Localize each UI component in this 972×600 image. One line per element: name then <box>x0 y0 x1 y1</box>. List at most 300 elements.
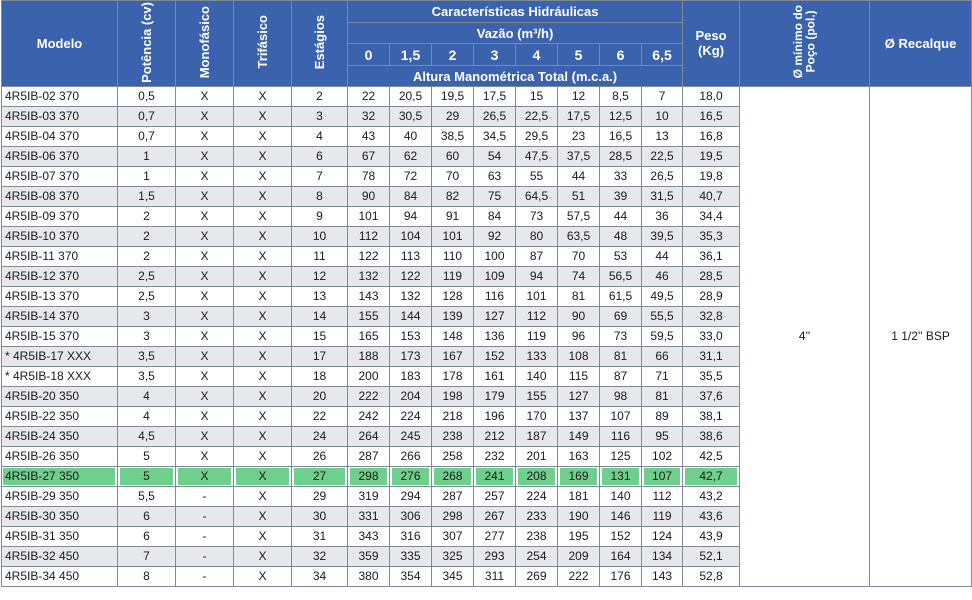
cell-altura-1: 245 <box>390 427 432 447</box>
col-header-monofasico-label: Monofásico <box>196 5 212 79</box>
cell-model: 4R5IB-06 370 <box>2 147 118 167</box>
cell-model: 4R5IB-08 370 <box>2 187 118 207</box>
cell-estagios: 14 <box>292 307 348 327</box>
cell-altura-5: 57,5 <box>558 207 600 227</box>
cell-altura-0: 155 <box>348 307 390 327</box>
col-header-potencia <box>118 1 176 87</box>
cell-altura-4: 47,5 <box>516 147 558 167</box>
cell-estagios: 13 <box>292 287 348 307</box>
cell-altura-1 <box>390 467 432 487</box>
cell-altura-3: 92 <box>474 227 516 247</box>
cell-monofasico: X <box>176 147 234 167</box>
cell-altura-1: 354 <box>390 567 432 587</box>
cell-altura-1: 144 <box>390 307 432 327</box>
cell-trifasico: X <box>234 527 292 547</box>
cell-monofasico: X <box>176 127 234 147</box>
cell-peso: 43,2 <box>683 487 740 507</box>
cell-trifasico: X <box>234 307 292 327</box>
cell-altura-3: 277 <box>474 527 516 547</box>
cell-altura-1: 113 <box>390 247 432 267</box>
cell-trifasico: X <box>234 247 292 267</box>
cell-altura-7: 134 <box>642 547 683 567</box>
cell-altura-7: 59,5 <box>642 327 683 347</box>
cell-model: 4R5IB-10 370 <box>2 227 118 247</box>
cell-altura-2: 148 <box>432 327 474 347</box>
cell-altura-0: 319 <box>348 487 390 507</box>
cell-monofasico: - <box>176 527 234 547</box>
col-header-peso-label: Peso (Kg) <box>695 27 727 58</box>
cell-altura-6: 176 <box>600 567 642 587</box>
cell-estagios: 3 <box>292 107 348 127</box>
cell-altura-1: 62 <box>390 147 432 167</box>
col-header-estagios-label: Estágios <box>311 14 327 70</box>
cell-estagios: 31 <box>292 527 348 547</box>
cell-altura-4: 269 <box>516 567 558 587</box>
cell-altura-3: 179 <box>474 387 516 407</box>
cell-altura-2: 298 <box>432 507 474 527</box>
cell-altura-7: 39,5 <box>642 227 683 247</box>
cell-estagios: 9 <box>292 207 348 227</box>
cell-model: 4R5IB-24 350 <box>2 427 118 447</box>
cell-model: 4R5IB-30 350 <box>2 507 118 527</box>
cell-model: 4R5IB-32 450 <box>2 547 118 567</box>
cell-altura-7: 89 <box>642 407 683 427</box>
cell-altura-5: 222 <box>558 567 600 587</box>
cell-altura-6 <box>600 467 642 487</box>
cell-altura-1: 173 <box>390 347 432 367</box>
cell-altura-0: 165 <box>348 327 390 347</box>
cell-model: 4R5IB-03 370 <box>2 107 118 127</box>
cell-potencia: 6 <box>118 527 176 547</box>
cell-altura-6: 107 <box>600 407 642 427</box>
cell-altura-3 <box>474 467 516 487</box>
cell-estagios: 29 <box>292 487 348 507</box>
cell-monofasico: X <box>176 287 234 307</box>
table-body <box>2 87 972 587</box>
cell-altura-3: 161 <box>474 367 516 387</box>
cell-altura-1: 306 <box>390 507 432 527</box>
cell-estagios: 12 <box>292 267 348 287</box>
cell-altura-0: 188 <box>348 347 390 367</box>
cell-potencia: 8 <box>118 567 176 587</box>
flow-header-5: 5 <box>558 44 600 66</box>
cell-altura-3: 109 <box>474 267 516 287</box>
cell-trifasico: X <box>234 367 292 387</box>
cell-altura-1: 122 <box>390 267 432 287</box>
cell-altura-4: 87 <box>516 247 558 267</box>
cell-model: * 4R5IB-18 XXX <box>2 367 118 387</box>
cell-altura-0: 331 <box>348 507 390 527</box>
cell-altura-1: 266 <box>390 447 432 467</box>
cell-altura-5: 51 <box>558 187 600 207</box>
cell-altura-5: 63,5 <box>558 227 600 247</box>
cell-potencia: 7 <box>118 547 176 567</box>
cell-estagios: 4 <box>292 127 348 147</box>
cell-peso: 28,5 <box>683 267 740 287</box>
cell-altura-0: 143 <box>348 287 390 307</box>
cell-potencia: 6 <box>118 507 176 527</box>
cell-monofasico: X <box>176 407 234 427</box>
cell-altura-2: 60 <box>432 147 474 167</box>
cell-peso: 43,6 <box>683 507 740 527</box>
cell-altura-5: 74 <box>558 267 600 287</box>
flow-header-0: 0 <box>348 44 390 66</box>
cell-altura-7: 81 <box>642 387 683 407</box>
cell-monofasico: X <box>176 107 234 127</box>
cell-potencia: 1 <box>118 167 176 187</box>
cell-peso: 18,0 <box>683 87 740 107</box>
cell-model-highlight: 4R5IB-27 350 <box>3 468 115 485</box>
cell-altura-7: 31,5 <box>642 187 683 207</box>
cell-altura-6-highlight: 131 <box>602 468 639 485</box>
cell-altura-4-highlight: 208 <box>518 468 555 485</box>
cell-altura-2-highlight: 268 <box>434 468 471 485</box>
cell-potencia: 2 <box>118 207 176 227</box>
cell-estagios: 18 <box>292 367 348 387</box>
cell-trifasico: X <box>234 547 292 567</box>
cell-altura-2: 101 <box>432 227 474 247</box>
cell-altura-3: 232 <box>474 447 516 467</box>
cell-peso: 31,1 <box>683 347 740 367</box>
cell-altura-3: 136 <box>474 327 516 347</box>
cell-altura-7: 26,5 <box>642 167 683 187</box>
cell-altura-6: 98 <box>600 387 642 407</box>
cell-potencia: 3 <box>118 327 176 347</box>
cell-model: 4R5IB-13 370 <box>2 287 118 307</box>
cell-altura-5-highlight: 169 <box>560 468 597 485</box>
cell-trifasico: X <box>234 187 292 207</box>
cell-peso: 52,1 <box>683 547 740 567</box>
cell-altura-4: 201 <box>516 447 558 467</box>
cell-altura-4: 29,5 <box>516 127 558 147</box>
cell-monofasico: X <box>176 347 234 367</box>
cell-trifasico: X <box>234 167 292 187</box>
cell-altura-1: 94 <box>390 207 432 227</box>
cell-altura-3: 116 <box>474 287 516 307</box>
cell-altura-6: 8,5 <box>600 87 642 107</box>
cell-altura-6: 146 <box>600 507 642 527</box>
cell-altura-6: 152 <box>600 527 642 547</box>
cell-altura-7: 7 <box>642 87 683 107</box>
col-header-trifasico-label: Trifásico <box>254 15 270 69</box>
cell-altura-1: 204 <box>390 387 432 407</box>
cell-altura-5: 127 <box>558 387 600 407</box>
cell-altura-6: 44 <box>600 207 642 227</box>
cell-altura-0: 32 <box>348 107 390 127</box>
cell-peso: 34,4 <box>683 207 740 227</box>
pump-spec-table <box>1 0 972 587</box>
cell-trifasico: X <box>234 207 292 227</box>
cell-monofasico: X <box>176 447 234 467</box>
cell-potencia: 2,5 <box>118 287 176 307</box>
cell-altura-4: 73 <box>516 207 558 227</box>
cell-altura-7: 10 <box>642 107 683 127</box>
cell-altura-0: 43 <box>348 127 390 147</box>
cell-altura-2: 29 <box>432 107 474 127</box>
cell-trifasico-highlight: X <box>236 468 289 485</box>
cell-potencia: 3,5 <box>118 347 176 367</box>
cell-trifasico: X <box>234 327 292 347</box>
cell-monofasico-highlight: X <box>178 468 231 485</box>
cell-altura-4: 94 <box>516 267 558 287</box>
cell-potencia: 2,5 <box>118 267 176 287</box>
cell-altura-5: 37,5 <box>558 147 600 167</box>
cell-altura-0 <box>348 467 390 487</box>
cell-estagios: 17 <box>292 347 348 367</box>
cell-altura-2: 128 <box>432 287 474 307</box>
cell-altura-1: 132 <box>390 287 432 307</box>
cell-altura-5: 44 <box>558 167 600 187</box>
cell-altura-2 <box>432 467 474 487</box>
cell-altura-7: 95 <box>642 427 683 447</box>
cell-altura-4: 187 <box>516 427 558 447</box>
cell-altura-7-highlight: 107 <box>644 468 680 485</box>
cell-altura-6: 16,5 <box>600 127 642 147</box>
cell-monofasico: X <box>176 227 234 247</box>
cell-altura-7: 49,5 <box>642 287 683 307</box>
cell-altura-2: 110 <box>432 247 474 267</box>
cell-altura-1: 72 <box>390 167 432 187</box>
cell-estagios: 7 <box>292 167 348 187</box>
col-header-estagios <box>292 1 348 87</box>
flow-header-7: 6,5 <box>642 44 683 66</box>
cell-altura-2: 258 <box>432 447 474 467</box>
cell-altura-0: 264 <box>348 427 390 447</box>
cell-potencia: 2 <box>118 247 176 267</box>
cell-peso: 52,8 <box>683 567 740 587</box>
cell-altura-2: 307 <box>432 527 474 547</box>
cell-trifasico: X <box>234 487 292 507</box>
col-header-vazao: Vazão (m³/h) <box>348 23 683 44</box>
cell-altura-1: 183 <box>390 367 432 387</box>
cell-altura-3: 34,5 <box>474 127 516 147</box>
cell-altura-7: 44 <box>642 247 683 267</box>
col-header-poco-label: Ø mínimo do Poço (pol.) <box>790 5 818 79</box>
cell-altura-6: 56,5 <box>600 267 642 287</box>
col-header-monofasico <box>176 1 234 87</box>
cell-altura-6: 73 <box>600 327 642 347</box>
cell-altura-1: 224 <box>390 407 432 427</box>
cell-altura-6: 28,5 <box>600 147 642 167</box>
cell-altura-5 <box>558 467 600 487</box>
cell-altura-5: 96 <box>558 327 600 347</box>
cell-estagios: 11 <box>292 247 348 267</box>
cell-altura-2: 70 <box>432 167 474 187</box>
cell-model: 4R5IB-34 450 <box>2 567 118 587</box>
cell-model: 4R5IB-26 350 <box>2 447 118 467</box>
cell-altura-4: 224 <box>516 487 558 507</box>
cell-model: 4R5IB-07 370 <box>2 167 118 187</box>
cell-monofasico: X <box>176 367 234 387</box>
cell-altura-6: 33 <box>600 167 642 187</box>
cell-altura-1: 335 <box>390 547 432 567</box>
cell-trifasico: X <box>234 407 292 427</box>
cell-altura-5: 137 <box>558 407 600 427</box>
cell-altura-4: 238 <box>516 527 558 547</box>
col-header-potencia-label: Potência (cv) <box>138 1 154 83</box>
cell-altura-3: 26,5 <box>474 107 516 127</box>
cell-altura-5: 12 <box>558 87 600 107</box>
cell-altura-7: 13 <box>642 127 683 147</box>
cell-altura-2: 82 <box>432 187 474 207</box>
cell-monofasico: X <box>176 427 234 447</box>
cell-monofasico: X <box>176 207 234 227</box>
cell-altura-3: 152 <box>474 347 516 367</box>
cell-altura-6: 116 <box>600 427 642 447</box>
cell-peso: 33,0 <box>683 327 740 347</box>
cell-monofasico: - <box>176 567 234 587</box>
cell-altura-7: 102 <box>642 447 683 467</box>
cell-altura-0: 343 <box>348 527 390 547</box>
cell-estagios: 6 <box>292 147 348 167</box>
cell-peso: 35,5 <box>683 367 740 387</box>
cell-altura-7: 22,5 <box>642 147 683 167</box>
cell-altura-0: 112 <box>348 227 390 247</box>
cell-trifasico: X <box>234 347 292 367</box>
cell-trifasico: X <box>234 227 292 247</box>
cell-potencia: 2 <box>118 227 176 247</box>
cell-altura-4: 112 <box>516 307 558 327</box>
cell-altura-2: 238 <box>432 427 474 447</box>
cell-altura-7: 112 <box>642 487 683 507</box>
cell-trifasico <box>234 467 292 487</box>
col-header-trifasico <box>234 1 292 87</box>
cell-altura-3: 267 <box>474 507 516 527</box>
cell-altura-5: 17,5 <box>558 107 600 127</box>
cell-altura-6: 48 <box>600 227 642 247</box>
cell-altura-3: 127 <box>474 307 516 327</box>
cell-potencia: 4 <box>118 387 176 407</box>
cell-altura-0: 22 <box>348 87 390 107</box>
cell-model: 4R5IB-02 370 <box>2 87 118 107</box>
cell-altura-1: 30,5 <box>390 107 432 127</box>
cell-estagios: 20 <box>292 387 348 407</box>
cell-altura-3: 257 <box>474 487 516 507</box>
cell-altura-6: 140 <box>600 487 642 507</box>
cell-trifasico: X <box>234 107 292 127</box>
flow-header-1: 1,5 <box>390 44 432 66</box>
cell-model: * 4R5IB-17 XXX <box>2 347 118 367</box>
cell-monofasico: X <box>176 187 234 207</box>
cell-trifasico: X <box>234 387 292 407</box>
cell-potencia: 1,5 <box>118 187 176 207</box>
cell-altura-5: 115 <box>558 367 600 387</box>
cell-peso: 36,1 <box>683 247 740 267</box>
cell-estagios: 26 <box>292 447 348 467</box>
cell-altura-3: 63 <box>474 167 516 187</box>
cell-altura-3: 75 <box>474 187 516 207</box>
cell-altura-1: 153 <box>390 327 432 347</box>
cell-estagios: 2 <box>292 87 348 107</box>
cell-peso: 28,9 <box>683 287 740 307</box>
cell-altura-4: 101 <box>516 287 558 307</box>
cell-altura-6: 39 <box>600 187 642 207</box>
cell-peso: 38,1 <box>683 407 740 427</box>
cell-altura-6: 69 <box>600 307 642 327</box>
cell-potencia: 4 <box>118 407 176 427</box>
cell-altura-1: 104 <box>390 227 432 247</box>
cell-altura-2: 325 <box>432 547 474 567</box>
cell-altura-6: 12,5 <box>600 107 642 127</box>
cell-altura-3: 212 <box>474 427 516 447</box>
cell-altura-3: 17,5 <box>474 87 516 107</box>
cell-peso: 42,5 <box>683 447 740 467</box>
cell-altura-2: 119 <box>432 267 474 287</box>
cell-altura-5: 90 <box>558 307 600 327</box>
cell-potencia: 4,5 <box>118 427 176 447</box>
cell-altura-4: 119 <box>516 327 558 347</box>
cell-potencia: 1 <box>118 147 176 167</box>
flow-header-3: 3 <box>474 44 516 66</box>
cell-altura-1: 316 <box>390 527 432 547</box>
col-header-peso <box>683 1 740 87</box>
cell-model: 4R5IB-04 370 <box>2 127 118 147</box>
cell-model <box>2 467 118 487</box>
cell-altura-3: 293 <box>474 547 516 567</box>
cell-altura-5: 23 <box>558 127 600 147</box>
cell-model: 4R5IB-29 350 <box>2 487 118 507</box>
cell-model: 4R5IB-12 370 <box>2 267 118 287</box>
col-header-recalque: Ø Recalque <box>870 1 972 87</box>
cell-peso: 43,9 <box>683 527 740 547</box>
flow-header-2: 2 <box>432 44 474 66</box>
col-header-altura: Altura Manométrica Total (m.c.a.) <box>348 66 683 87</box>
cell-altura-1: 20,5 <box>390 87 432 107</box>
cell-altura-6: 87 <box>600 367 642 387</box>
cell-monofasico: X <box>176 247 234 267</box>
cell-altura-2: 345 <box>432 567 474 587</box>
cell-altura-2: 287 <box>432 487 474 507</box>
cell-peso: 16,8 <box>683 127 740 147</box>
cell-peso: 19,8 <box>683 167 740 187</box>
cell-altura-0: 200 <box>348 367 390 387</box>
cell-monofasico: X <box>176 307 234 327</box>
cell-model: 4R5IB-09 370 <box>2 207 118 227</box>
cell-altura-0: 222 <box>348 387 390 407</box>
cell-altura-7: 119 <box>642 507 683 527</box>
cell-altura-4: 140 <box>516 367 558 387</box>
cell-altura-4: 233 <box>516 507 558 527</box>
cell-monofasico <box>176 467 234 487</box>
cell-model: 4R5IB-11 370 <box>2 247 118 267</box>
cell-trifasico: X <box>234 447 292 467</box>
cell-altura-0: 90 <box>348 187 390 207</box>
cell-altura-5: 81 <box>558 287 600 307</box>
cell-altura-3: 196 <box>474 407 516 427</box>
cell-trifasico: X <box>234 87 292 107</box>
cell-altura-2: 178 <box>432 367 474 387</box>
cell-estagios: 15 <box>292 327 348 347</box>
cell-altura-6: 61,5 <box>600 287 642 307</box>
cell-peso: 38,6 <box>683 427 740 447</box>
cell-altura-4: 170 <box>516 407 558 427</box>
cell-altura-4: 155 <box>516 387 558 407</box>
cell-model: 4R5IB-15 370 <box>2 327 118 347</box>
cell-altura-0: 101 <box>348 207 390 227</box>
cell-altura-3: 54 <box>474 147 516 167</box>
cell-altura-1: 40 <box>390 127 432 147</box>
cell-potencia-highlight: 5 <box>120 468 173 485</box>
cell-altura-2: 139 <box>432 307 474 327</box>
cell-monofasico: - <box>176 487 234 507</box>
cell-altura-4: 55 <box>516 167 558 187</box>
cell-altura-2: 218 <box>432 407 474 427</box>
cell-altura-6: 125 <box>600 447 642 467</box>
cell-altura-3: 311 <box>474 567 516 587</box>
cell-altura-5: 209 <box>558 547 600 567</box>
cell-altura-4: 22,5 <box>516 107 558 127</box>
flow-header-4: 4 <box>516 44 558 66</box>
